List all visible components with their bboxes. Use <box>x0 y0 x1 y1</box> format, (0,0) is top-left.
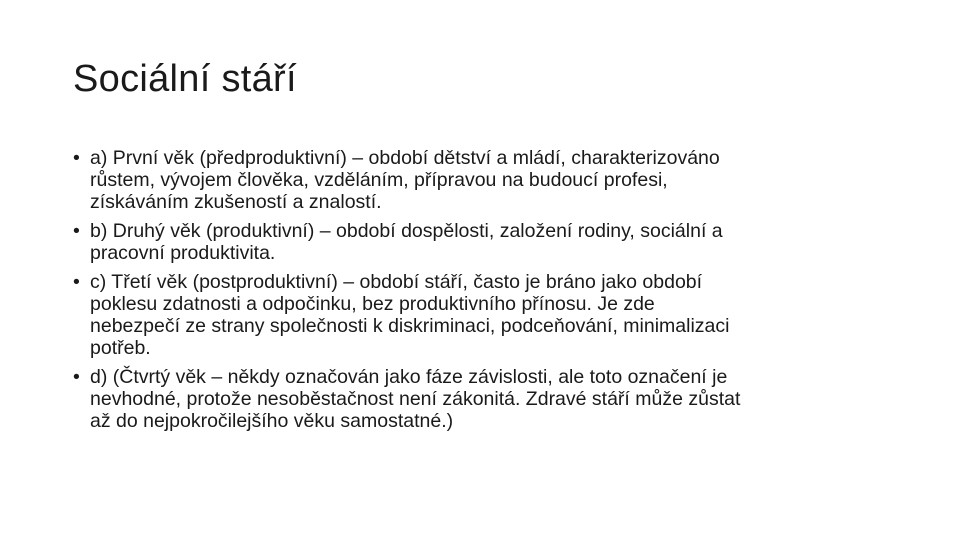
bullet-icon: • <box>73 220 80 242</box>
bullet-line: nebezpečí ze strany společnosti k diskriminaci, podceňování, minimalizaci <box>90 315 730 337</box>
bullet-line: b) Druhý věk (produktivní) – období dospělosti, založení rodiny, sociální a <box>90 220 723 242</box>
slide-title: Sociální stáří <box>73 58 297 100</box>
bullet-line: potřeb. <box>90 337 151 359</box>
bullet-item-a <box>73 147 893 213</box>
bullet-item-c <box>73 271 893 359</box>
bullet-icon: • <box>73 147 80 169</box>
bullet-icon: • <box>73 271 80 293</box>
bullet-line: až do nejpokročilejšího věku samostatné.) <box>90 410 454 432</box>
bullet-item-b <box>73 220 893 264</box>
bullet-line: nevhodné, protože nesoběstačnost není zákonitá. Zdravé stáří může zůstat <box>90 388 741 410</box>
bullet-line: poklesu zdatnosti a odpočinku, bez produktivního přínosu. Je zde <box>90 293 655 315</box>
bullet-list <box>73 147 893 439</box>
bullet-line: d) (Čtvrtý věk – někdy označován jako fáze závislosti, ale toto označení je <box>90 366 728 388</box>
bullet-icon: • <box>73 366 80 388</box>
bullet-line: c) Třetí věk (postproduktivní) – období stáří, často je bráno jako období <box>90 271 703 293</box>
bullet-item-d <box>73 366 893 432</box>
bullet-line: pracovní produktivita. <box>90 242 276 264</box>
bullet-line: získáváním zkušeností a znalostí. <box>90 191 382 213</box>
bullet-line: a) První věk (předproduktivní) – období dětství a mládí, charakterizováno <box>90 147 720 169</box>
bullet-line: růstem, vývojem člověka, vzděláním, přípravou na budoucí profesi, <box>90 169 668 191</box>
